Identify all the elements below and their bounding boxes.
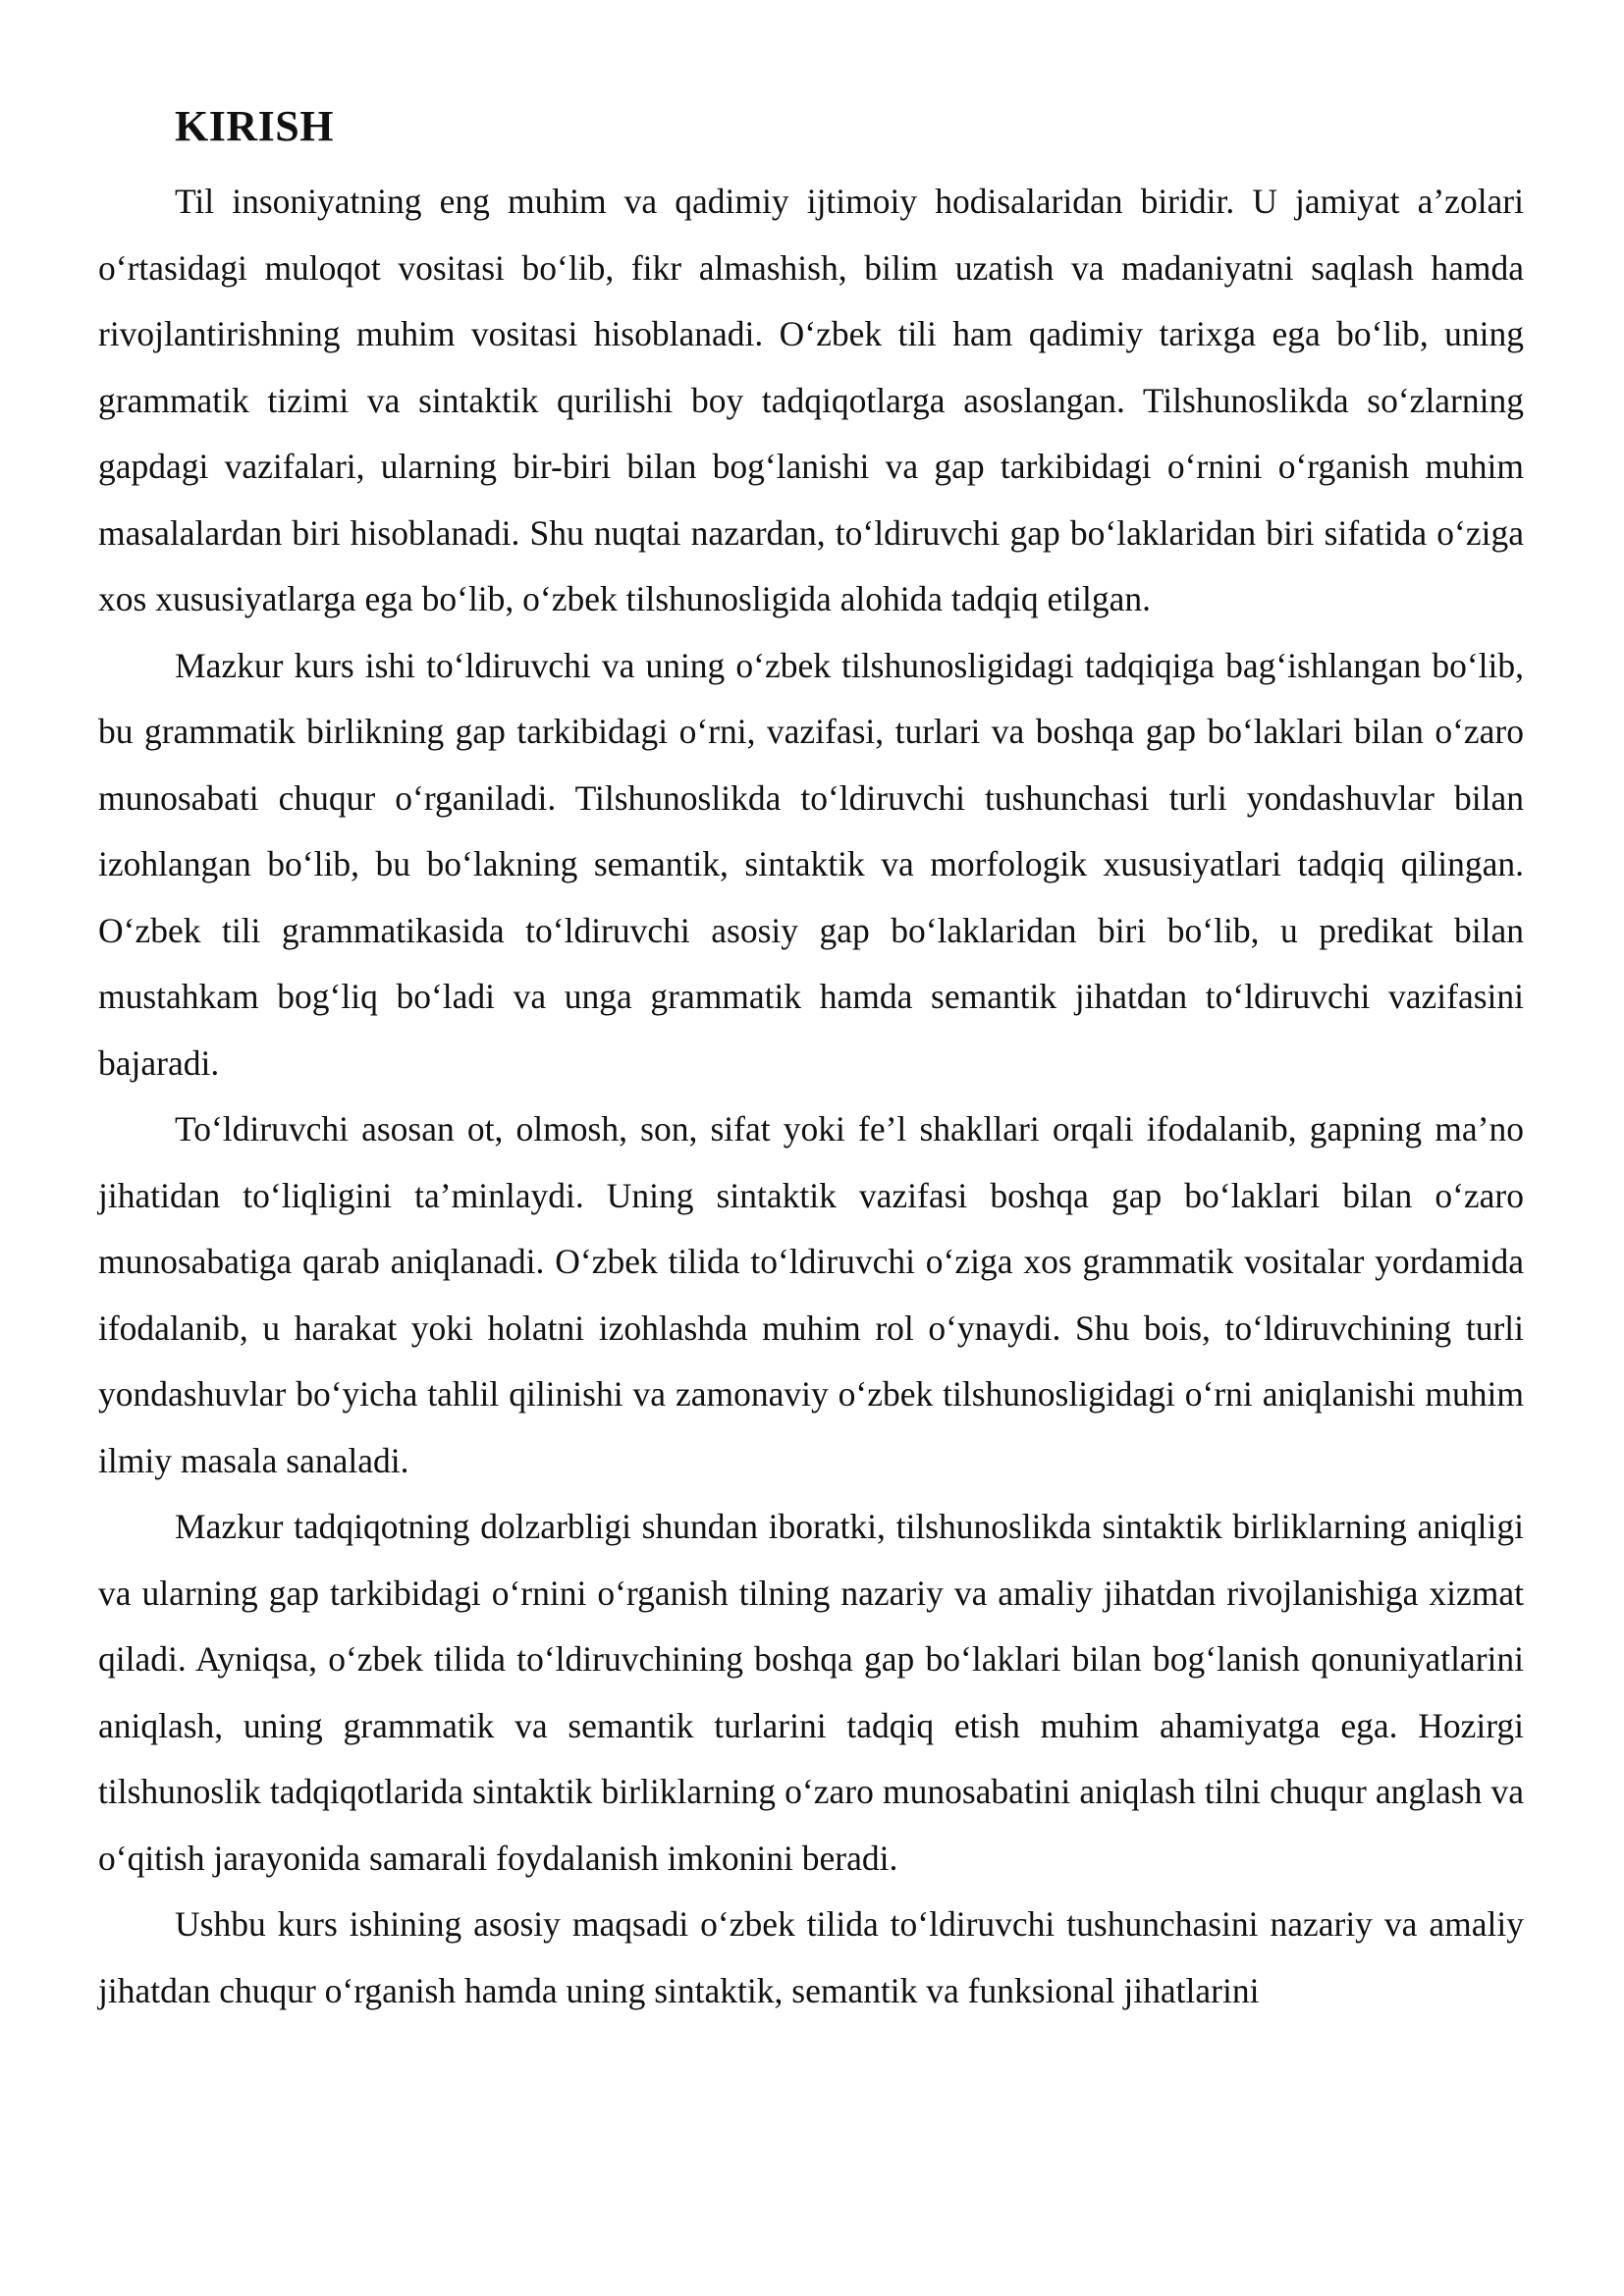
paragraph-1: Til insoniyatning eng muhim va qadimiy ijtimoiy hodisalaridan biridir. U jamiyat a’zolari o‘rtasidagi muloqot vositasi bo‘lib, fikr almashish, bilim uzatish va madaniyatni saqlash hamda rivojlantirishning muhim vositasi hisoblanadi. O‘zbek tili ham qadimiy tarixga ega bo‘lib, uning grammatik tizimi va sintaktik qurilishi boy tadqiqotlarga asoslangan. Tilshunoslikda so‘zlarning gapdagi vazifalari, ularning bir-biri bilan bog‘lanishi va gap tarkibidagi o‘rnini o‘rganish muhim masalalardan biri hisoblanadi. Shu nuqtai nazardan, to‘ldiruvchi gap bo‘laklaridan biri sifatida o‘ziga xos xususiyatlarga ega bo‘lib, o‘zbek tilshunosligida alohida tadqiq etilgan.	[98, 182, 1524, 618]
paragraph-3: To‘ldiruvchi asosan ot, olmosh, son, sifat yoki fe’l shakllari orqali ifodalanib, gapning ma’no jihatidan to‘liqligini ta’minlaydi. Uning sintaktik vazifasi boshqa gap bo‘laklari bilan o‘zaro munosabatiga qarab aniqlanadi. O‘zbek tilida to‘ldiruvchi o‘ziga xos grammatik vositalar yordamida ifodalanib, u harakat yoki holatni izohlashda muhim rol o‘ynaydi. Shu bois, to‘ldiruvchining turli yondashuvlar bo‘yicha tahlil qilinishi va zamonaviy o‘zbek tilshunosligidagi o‘rni aniqlanishi muhim ilmiy masala sanaladi.	[98, 1109, 1524, 1480]
paragraph-5: Ushbu kurs ishining asosiy maqsadi o‘zbek tilida to‘ldiruvchi tushunchasini nazariy va amaliy jihatdan chuqur o‘rganish hamda uning sintaktik, semantik va funksional jihatlarini	[98, 1904, 1524, 2010]
section-heading: KIRISH	[175, 102, 334, 150]
paragraph-4: Mazkur tadqiqotning dolzarbligi shundan iboratki, tilshunoslikda sintaktik birliklarning aniqligi va ularning gap tarkibidagi o‘rnini o‘rganish tilning nazariy va amaliy jihatdan rivojlanishiga xizmat qiladi. Ayniqsa, o‘zbek tilida to‘ldiruvchining boshqa gap bo‘laklari bilan bog‘lanish qonuniyatlarini aniqlash, uning grammatik va semantik turlarini tadqiq etish muhim ahamiyatga ega. Hozirgi tilshunoslik tadqiqotlarida sintaktik birliklarning o‘zaro munosabatini aniqlash tilni chuqur anglash va o‘qitish jarayonida samarali foydalanish imkonini beradi.	[98, 1507, 1524, 1878]
paragraph-2: Mazkur kurs ishi to‘ldiruvchi va uning o‘zbek tilshunosligidagi tadqiqiga bag‘ishlangan bo‘lib, bu grammatik birlikning gap tarkibidagi o‘rni, vazifasi, turlari va boshqa gap bo‘laklari bilan o‘zaro munosabati chuqur o‘rganiladi. Tilshunoslikda to‘ldiruvchi tushunchasi turli yondashuvlar bilan izohlangan bo‘lib, bu bo‘lakning semantik, sintaktik va morfologik xususiyatlari tadqiq qilingan. O‘zbek tili grammatikasida to‘ldiruvchi asosiy gap bo‘laklaridan biri bo‘lib, u predikat bilan mustahkam bog‘liq bo‘ladi va unga grammatik hamda semantik jihatdan to‘ldiruvchi vazifasini bajaradi.	[98, 645, 1524, 1083]
document-body	[98, 94, 1524, 2024]
